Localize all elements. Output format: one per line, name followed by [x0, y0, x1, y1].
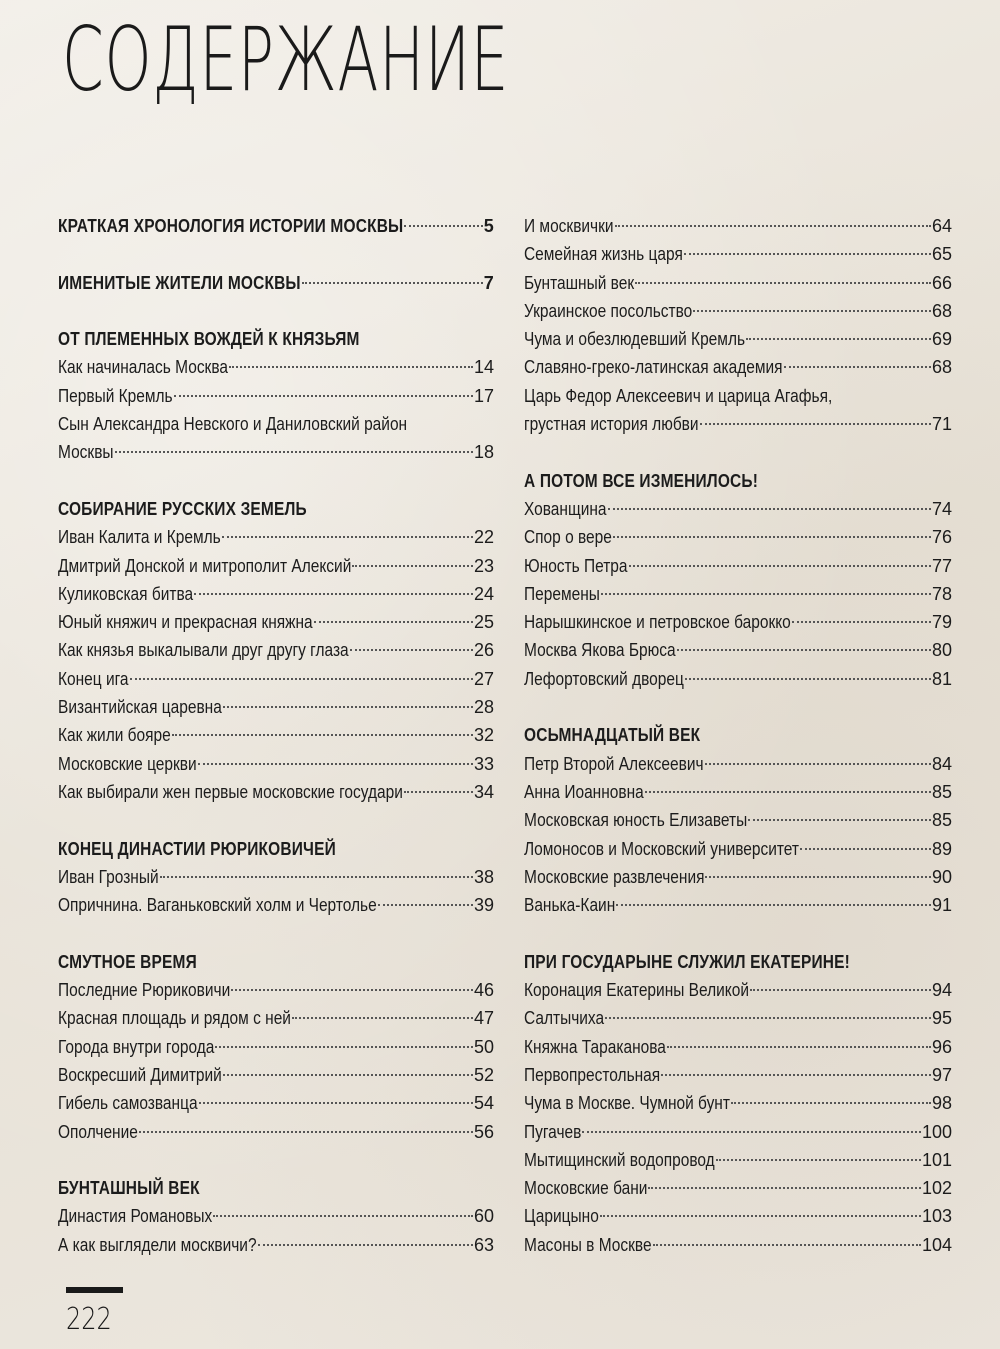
section-gap [524, 438, 952, 466]
toc-entry-text: Ломоносов и Московский университет [524, 838, 799, 859]
toc-entry-text: Бунташный век [524, 272, 635, 293]
toc-page-number: 104 [921, 1234, 952, 1255]
toc-entry[interactable] [58, 523, 494, 551]
toc-entry-text: Первопрестольная [524, 1064, 661, 1085]
section-gap [524, 919, 952, 947]
toc-page-number: 64 [931, 216, 952, 236]
dot-leader [404, 224, 482, 227]
dot-leader [378, 903, 473, 906]
section-heading-text: А ПОТОМ ВСЕ ИЗМЕНИЛОСЬ! [524, 470, 759, 491]
toc-page-number: 32 [473, 725, 494, 746]
dot-leader [352, 564, 473, 567]
toc-entry-text: Анна Иоанновна [524, 781, 644, 802]
toc-page-number: 50 [473, 1036, 494, 1057]
toc-page-number: 39 [473, 895, 494, 916]
toc-entry-text: Масоны в Москве [524, 1234, 652, 1255]
dot-leader [215, 1045, 473, 1048]
toc-page-number: 68 [931, 357, 952, 378]
toc-entry-continuation [58, 410, 494, 438]
dot-leader [222, 535, 473, 538]
toc-page-number: 54 [473, 1093, 494, 1114]
toc-entry[interactable] [524, 1146, 952, 1174]
toc-entry-text: Московские церкви [58, 753, 197, 774]
page-title: СОДЕРЖАНИЕ [62, 8, 510, 111]
dot-leader [800, 847, 931, 850]
toc-entry[interactable] [524, 1202, 952, 1230]
dot-leader [661, 1073, 931, 1076]
toc-entry-text: Византийская царевна [58, 697, 222, 718]
dot-leader [172, 733, 473, 736]
toc-entry[interactable] [524, 353, 952, 381]
toc-entry[interactable] [58, 1033, 494, 1061]
dot-leader [677, 648, 931, 651]
dot-leader [292, 1016, 473, 1019]
toc-page-number: 63 [473, 1234, 494, 1255]
toc-entry[interactable] [524, 863, 952, 891]
toc-entry[interactable] [58, 636, 494, 664]
toc-entry[interactable] [524, 835, 952, 863]
toc-entry[interactable] [58, 438, 494, 466]
dot-leader [684, 252, 931, 255]
section-heading [524, 467, 952, 495]
section-gap [58, 1146, 494, 1174]
toc-entry[interactable] [524, 636, 952, 664]
dot-leader [615, 224, 931, 227]
section-heading [58, 1174, 494, 1202]
toc-page-number: 66 [931, 272, 952, 293]
section-heading-text: СМУТНОЕ ВРЕМЯ [58, 951, 197, 972]
toc-entry-text: Династия Романовых [58, 1206, 213, 1227]
toc-page-number: 69 [931, 329, 952, 350]
dot-leader [608, 507, 931, 510]
toc-page-number: 85 [931, 781, 952, 802]
toc-entry[interactable] [524, 1004, 952, 1032]
toc-page-number: 94 [931, 980, 952, 1001]
toc-entry-text: КРАТКАЯ ХРОНОЛОГИЯ ИСТОРИИ МОСКВЫ [58, 216, 404, 236]
dot-leader [139, 1130, 473, 1133]
toc-section-entry[interactable] [58, 269, 494, 297]
toc-entry[interactable] [524, 523, 952, 551]
toc-entry-text: Опричнина. Ваганьковский холм и Чертолье [58, 895, 377, 916]
toc-entry-text: Перемены [524, 583, 600, 604]
toc-page-number: 81 [931, 668, 952, 689]
toc-page-number: 100 [921, 1121, 952, 1142]
dot-leader [582, 1130, 921, 1133]
section-heading-text: СОБИРАНИЕ РУССКИХ ЗЕМЕЛЬ [58, 498, 307, 519]
dot-leader [746, 337, 931, 340]
toc-entry-text: Семейная жизнь царя [524, 244, 683, 265]
toc-entry-text: Первый Кремль [58, 385, 173, 406]
toc-entry-text: Как князья выкалывали друг другу глаза [58, 640, 349, 661]
toc-entry[interactable] [58, 976, 494, 1004]
dot-leader [700, 422, 931, 425]
dot-leader [613, 535, 931, 538]
toc-entry-text: Москвы [58, 442, 114, 463]
toc-entry[interactable] [524, 325, 952, 353]
toc-page-number: 71 [931, 414, 952, 435]
dot-leader [705, 762, 931, 765]
toc-page-number: 101 [921, 1149, 952, 1170]
dot-leader [213, 1214, 473, 1217]
toc-page-number: 27 [473, 668, 494, 689]
toc-page-number: 17 [473, 385, 494, 406]
toc-entry[interactable] [524, 1231, 952, 1259]
section-heading [58, 835, 494, 863]
toc-page-number: 47 [473, 1008, 494, 1029]
toc-entry-text: Салтычиха [524, 1008, 605, 1029]
toc-entry-text: Лефортовский дворец [524, 668, 684, 689]
section-heading-text: БУНТАШНЫЙ ВЕК [58, 1178, 200, 1199]
toc-entry-text: Славяно-греко-латинская академия [524, 357, 783, 378]
dot-leader [693, 309, 931, 312]
toc-entry-text: Красная площадь и рядом с ней [58, 1008, 291, 1029]
section-heading [58, 325, 494, 353]
toc-entry-text: Гибель самозванца [58, 1093, 198, 1114]
toc-section-entry[interactable] [58, 212, 494, 240]
toc-entry[interactable] [58, 382, 494, 410]
toc-entry-text: Спор о вере [524, 527, 612, 548]
toc-page-number: 80 [931, 640, 952, 661]
dot-leader [223, 705, 473, 708]
toc-page-number: 18 [473, 442, 494, 463]
toc-page-number: 14 [473, 357, 494, 378]
toc-entry[interactable] [58, 778, 494, 806]
section-heading-text: ОСЬМНАДЦАТЫЙ ВЕК [524, 725, 701, 746]
toc-entry[interactable] [58, 552, 494, 580]
toc-entry-text: Конец ига [58, 668, 129, 689]
dot-leader [667, 1045, 931, 1048]
toc-entry-text: Как выбирали жен первые московские государи [58, 781, 403, 802]
toc-entry-text: Куликовская битва [58, 583, 194, 604]
toc-entry-text: Московские развлечения [524, 866, 705, 887]
toc-page-number: 76 [931, 527, 952, 548]
section-gap [524, 693, 952, 721]
page-number: 222 [66, 1302, 112, 1337]
toc-entry-text: Чума и обезлюдевший Кремль [524, 329, 746, 350]
toc-entry[interactable] [524, 240, 952, 268]
dot-leader [231, 988, 473, 991]
toc-page-number: 56 [473, 1121, 494, 1142]
toc-page-number: 90 [931, 866, 952, 887]
dot-leader [174, 394, 473, 397]
toc-entry[interactable] [524, 1061, 952, 1089]
dot-leader [605, 1016, 931, 1019]
toc-entry[interactable] [524, 778, 952, 806]
dot-leader [792, 620, 931, 623]
toc-entry-text: Юный княжич и прекрасная княжна [58, 612, 313, 633]
toc-entry-text: Петр Второй Алексеевич [524, 753, 704, 774]
toc-page-number: 26 [473, 640, 494, 661]
toc-entry[interactable] [58, 665, 494, 693]
toc-page-number: 102 [921, 1178, 952, 1199]
toc-entry[interactable] [524, 1089, 952, 1117]
toc-page-number: 79 [931, 612, 952, 633]
dot-leader [302, 281, 483, 284]
toc-page-number: 23 [473, 555, 494, 576]
section-heading [524, 948, 952, 976]
toc-entry[interactable] [58, 1004, 494, 1032]
toc-entry[interactable] [58, 1061, 494, 1089]
dot-leader [350, 648, 473, 651]
toc-entry-text: Города внутри города [58, 1036, 215, 1057]
toc-page-number: 89 [931, 838, 952, 859]
toc-entry-text: ИМЕНИТЫЕ ЖИТЕЛИ МОСКВЫ [58, 272, 301, 293]
toc-entry[interactable] [524, 269, 952, 297]
toc-entry[interactable] [58, 1118, 494, 1146]
toc-page-number: 28 [473, 697, 494, 718]
dot-leader [198, 762, 473, 765]
toc-page-number: 68 [931, 300, 952, 321]
toc-entry[interactable] [524, 552, 952, 580]
toc-entry-text: Последние Рюриковичи [58, 980, 231, 1001]
toc-page-number: 95 [931, 1008, 952, 1029]
toc-entry[interactable] [524, 1033, 952, 1061]
toc-entry-text: Московские бани [524, 1178, 648, 1199]
toc-entry-text: Нарышкинское и петровское барокко [524, 612, 791, 633]
section-gap [58, 919, 494, 947]
toc-entry[interactable] [58, 1202, 494, 1230]
dot-leader [645, 790, 931, 793]
dot-leader [600, 1214, 921, 1217]
dot-leader [314, 620, 473, 623]
dot-leader [616, 903, 931, 906]
toc-page-number: 25 [473, 612, 494, 633]
toc-page-number: 74 [931, 498, 952, 519]
toc-entry-text: Ванька-Каин [524, 895, 616, 916]
section-heading-text: КОНЕЦ ДИНАСТИИ РЮРИКОВИЧЕЙ [58, 838, 336, 859]
toc-entry-continuation [524, 382, 952, 410]
toc-page-number: 34 [473, 781, 494, 802]
toc-page-number: 65 [931, 244, 952, 265]
dot-leader [653, 1243, 921, 1246]
toc-entry-text: Царицыно [524, 1206, 599, 1227]
toc-page-number: 24 [473, 583, 494, 604]
toc-entry-text: Царь Федор Алексеевич и царица Агафья, [524, 385, 833, 406]
toc-entry[interactable] [524, 1174, 952, 1202]
dot-leader [635, 281, 931, 284]
footer-bar [66, 1287, 123, 1293]
toc-page-number: 97 [931, 1064, 952, 1085]
toc-entry[interactable] [58, 608, 494, 636]
toc-entry[interactable] [524, 495, 952, 523]
toc-page-number: 96 [931, 1036, 952, 1057]
toc-entry[interactable] [524, 580, 952, 608]
toc-entry[interactable] [58, 750, 494, 778]
section-gap [58, 240, 494, 268]
dot-leader [223, 1073, 473, 1076]
section-heading [58, 495, 494, 523]
dot-leader [731, 1101, 931, 1104]
toc-entry-text: Как жили бояре [58, 725, 171, 746]
toc-entry[interactable] [58, 721, 494, 749]
dot-leader [784, 365, 931, 368]
toc-entry-text: Воскресший Димитрий [58, 1064, 222, 1085]
toc-entry-text: Иван Калита и Кремль [58, 527, 221, 548]
section-gap [58, 806, 494, 834]
toc-entry-text: Чума в Москве. Чумной бунт [524, 1093, 730, 1114]
toc-page-number: 46 [473, 980, 494, 1001]
toc-entry[interactable] [58, 580, 494, 608]
toc-page-number: 85 [931, 810, 952, 831]
toc-entry[interactable] [524, 891, 952, 919]
toc-entry-text: Ополчение [58, 1121, 138, 1142]
section-gap [58, 297, 494, 325]
toc-page-number: 84 [931, 753, 952, 774]
toc-entry-text: грустная история любви [524, 414, 699, 435]
toc-entry[interactable] [524, 410, 952, 438]
toc-entry[interactable] [58, 863, 494, 891]
toc-entry[interactable] [524, 297, 952, 325]
toc-entry-text: Княжна Тараканова [524, 1036, 666, 1057]
toc-entry-text: И москвички [524, 216, 614, 236]
toc-entry[interactable] [524, 750, 952, 778]
toc-entry[interactable] [524, 665, 952, 693]
dot-leader [705, 875, 930, 878]
dot-leader [648, 1186, 921, 1189]
toc-page-number: 52 [473, 1064, 494, 1085]
dot-leader [748, 818, 931, 821]
toc-entry[interactable] [58, 693, 494, 721]
toc-page-number: 60 [473, 1206, 494, 1227]
toc-entry[interactable] [524, 212, 952, 240]
toc-entry-text: Украинское посольство [524, 300, 693, 321]
dot-leader [601, 592, 931, 595]
dot-leader [404, 790, 473, 793]
toc-entry-text: Как начиналась Москва [58, 357, 228, 378]
toc-entry[interactable] [524, 608, 952, 636]
toc-page-number: 22 [473, 527, 494, 548]
dot-leader [130, 677, 473, 680]
toc-entry-text: Дмитрий Донской и митрополит Алексий [58, 555, 352, 576]
toc-entry[interactable] [524, 976, 952, 1004]
toc-entry[interactable] [58, 353, 494, 381]
dot-leader [258, 1243, 473, 1246]
toc-page-number: 78 [931, 583, 952, 604]
toc-page-number: 38 [473, 866, 494, 887]
toc-entry-text: Иван Грозный [58, 866, 159, 887]
toc-page-number: 5 [483, 216, 494, 236]
section-heading [58, 948, 494, 976]
dot-leader [685, 677, 931, 680]
toc-entry[interactable] [58, 891, 494, 919]
section-heading-text: ОТ ПЛЕМЕННЫХ ВОЖДЕЙ К КНЯЗЬЯМ [58, 329, 360, 350]
toc-entry[interactable] [58, 1231, 494, 1259]
toc-page-number: 103 [921, 1206, 952, 1227]
toc-entry-text: Мытищинский водопровод [524, 1149, 715, 1170]
dot-leader [160, 875, 473, 878]
toc-entry-text: Коронация Екатерины Великой [524, 980, 749, 1001]
toc-right-column [524, 212, 952, 1259]
toc-page-number: 7 [483, 272, 494, 293]
toc-entry[interactable] [524, 1118, 952, 1146]
dot-leader [629, 564, 931, 567]
toc-page-number: 98 [931, 1093, 952, 1114]
toc-entry[interactable] [58, 1089, 494, 1117]
toc-entry-text: Москва Якова Брюса [524, 640, 676, 661]
dot-leader [115, 450, 473, 453]
section-gap [58, 467, 494, 495]
toc-page-number: 91 [931, 895, 952, 916]
dot-leader [229, 365, 473, 368]
toc-entry-text: Хованщина [524, 498, 607, 519]
dot-leader [199, 1101, 473, 1104]
toc-entry-text: Сын Александра Невского и Даниловский район [58, 414, 408, 435]
section-heading-text: ПРИ ГОСУДАРЫНЕ СЛУЖИЛ ЕКАТЕРИНЕ! [524, 951, 850, 972]
toc-entry-text: Юность Петра [524, 555, 628, 576]
section-heading [524, 721, 952, 749]
toc-page-number: 77 [931, 555, 952, 576]
dot-leader [750, 988, 931, 991]
toc-entry[interactable] [524, 806, 952, 834]
dot-leader [716, 1158, 921, 1161]
toc-page-number: 33 [473, 753, 494, 774]
toc-entry-text: Пугачев [524, 1121, 582, 1142]
toc-entry-text: Московская юность Елизаветы [524, 810, 748, 831]
dot-leader [194, 592, 473, 595]
toc-entry-text: А как выглядели москвичи? [58, 1234, 257, 1255]
toc-left-column [58, 212, 494, 1259]
